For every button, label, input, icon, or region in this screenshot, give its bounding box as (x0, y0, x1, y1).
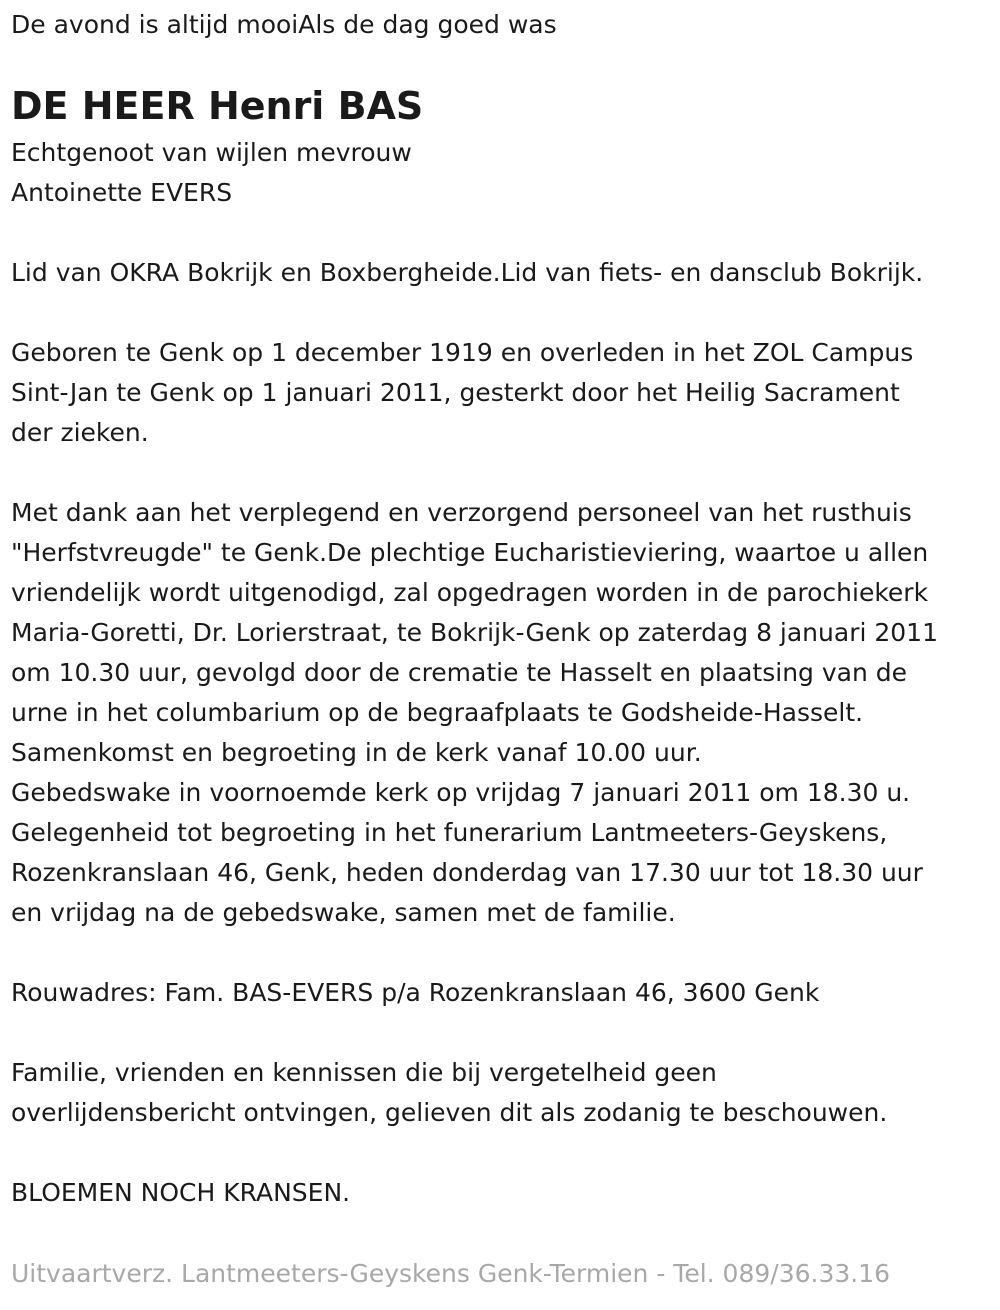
paragraph-line: Gelegenheid tot begroeting in het funerarium Lantmeeters-Geyskens, (11, 818, 888, 847)
paragraph-line: overlijdensbericht ontvingen, gelieven dit als zodanig te beschouwen. (11, 1098, 888, 1127)
notice-paragraph (11, 1053, 887, 1133)
paragraph-line: en vrijdag na de gebedswake, samen met de familie. (11, 898, 676, 927)
paragraph-line: Gebedswake in voornoemde kerk op vrijdag 7 januari 2011 om 18.30 u. (11, 778, 911, 807)
paragraph-line: Familie, vrienden en kennissen die bij vergetelheid geen (11, 1058, 717, 1087)
paragraph-line: Maria-Goretti, Dr. Lorierstraat, te Bokrijk-Genk op zaterdag 8 januari 2011 (11, 618, 938, 647)
funeral-home-footer: Uitvaartverz. Lantmeeters-Geyskens Genk-Termien - Tel. 089/36.33.16 (11, 1259, 891, 1288)
spouse-line: Antoinette EVERS (11, 178, 233, 207)
paragraph-line: Rozenkranslaan 46, Genk, heden donderdag van 17.30 uur tot 18.30 uur (11, 858, 923, 887)
spouse-line: Echtgenoot van wijlen mevrouw (11, 138, 412, 167)
paragraph-line: vriendelijk wordt uitgenodigd, zal opgedragen worden in de parochiekerk (11, 578, 929, 607)
paragraph-line: der zieken. (11, 418, 149, 447)
deceased-name: DE HEER Henri BAS (11, 84, 424, 128)
intro-verse: De avond is altijd mooiAls de dag goed was (11, 10, 557, 39)
membership-paragraph: Lid van OKRA Bokrijk en Boxbergheide.Lid van fiets- en dansclub Bokrijk. (11, 258, 924, 287)
birth-death-paragraph (11, 333, 913, 453)
flowers-notice: BLOEMEN NOCH KRANSEN. (11, 1178, 351, 1207)
paragraph-line: urne in het columbarium op de begraafplaats te Godsheide-Hasselt. (11, 698, 864, 727)
paragraph-line: Sint-Jan te Genk op 1 januari 2011, gesterkt door het Heilig Sacrament (11, 378, 900, 407)
ceremony-paragraph (11, 493, 938, 933)
paragraph-line: Samenkomst en begroeting in de kerk vanaf 10.00 uur. (11, 738, 702, 767)
paragraph-line: Geboren te Genk op 1 december 1919 en overleden in het ZOL Campus (11, 338, 914, 367)
paragraph-line: om 10.30 uur, gevolgd door de crematie te Hasselt en plaatsing van de (11, 658, 908, 687)
mourning-address: Rouwadres: Fam. BAS-EVERS p/a Rozenkranslaan 46, 3600 Genk (11, 978, 820, 1007)
paragraph-line: Met dank aan het verplegend en verzorgend personeel van het rusthuis (11, 498, 912, 527)
spouse-block (11, 133, 412, 213)
paragraph-line: "Herfstvreugde" te Genk.De plechtige Eucharistieviering, waartoe u allen (11, 538, 929, 567)
